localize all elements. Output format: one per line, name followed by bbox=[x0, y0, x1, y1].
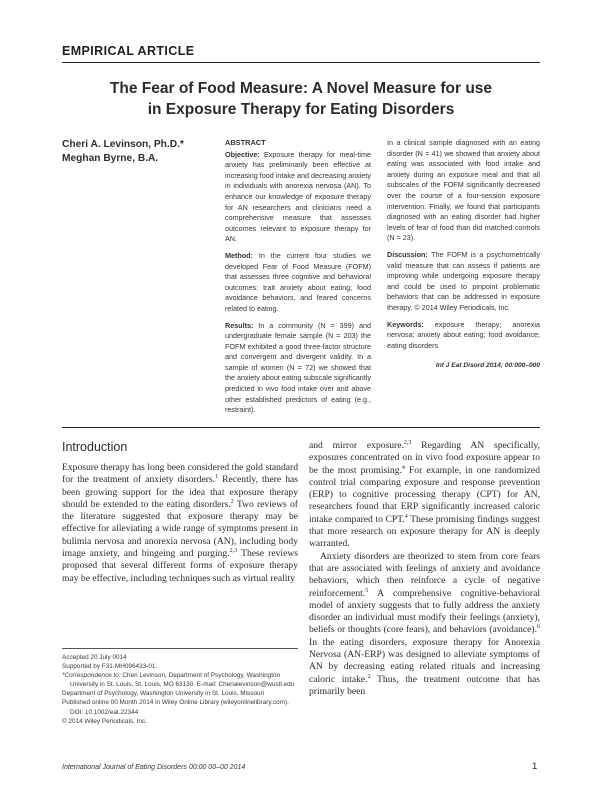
objective-text: Exposure therapy for meal-time anxiety has preliminarily been effective at increasing food intake and decreasing anxiety in individuals with anorexia nervosa (AN). To enhance our knowledge of exposure therapy for AN researchers and clinicians need a comprehensive measure that assesses outcomes relevant to exposure therapy for AN. bbox=[225, 149, 371, 244]
method-text: In the current four studies we developed Fear of Food Measure (FOFM) that assesses three cognitive and behavioral outcomes: trait anxiety about eating, food avoidance behaviors, and feared concerns related to eating. bbox=[225, 250, 371, 313]
abstract-heading: ABSTRACT bbox=[225, 138, 266, 147]
intro-p1-part-b: and mirror exposure.$^{2,3}$ Regarding AN specifically, exposures concentrated on in vivo food exposure appear to be the most promising.$^4$ For example, in one randomized control trial comparing exposure and response prevention (ERP) to cognitive processing therapy (CPT) for AN, researchers found that ERP significantly increased caloric intake compared to CPT.$^4$ These promising findings suggest that more research on exposure therapy for AN is deeply warranted. bbox=[309, 439, 541, 550]
abstract-method bbox=[225, 251, 371, 315]
correspondence-label: *Correspondence to: bbox=[62, 672, 121, 680]
intro-paragraph-1 bbox=[62, 462, 298, 585]
page-number: 1 bbox=[532, 761, 538, 772]
objective-label: Objective: bbox=[225, 149, 260, 159]
title-line-1: The Fear of Food Measure: A Novel Measure for use bbox=[109, 80, 493, 97]
abstract-discussion bbox=[387, 250, 540, 314]
citation-marker: 2 bbox=[367, 673, 371, 680]
title-line-2: in Exposure Therapy for Eating Disorders bbox=[147, 101, 455, 118]
citation-marker: 2,3 bbox=[229, 547, 238, 554]
intro-p2: Anxiety disorders are theorized to stem from core fears that are associated with feelings of anxiety and avoidance behaviors, which then reinforce a cycle of negative reinforcement.$^5$ A comprehensive cognitive-behavioral model of anxiety suggests that to fully address the anxiety disorder an individual must modify their feelings (anxiety), beliefs or thoughts (core fears), and behaviors (avoidance).$^6$ In the eating disorders, exposure therapy for Anorexia Nervosa (AN-ERP) was designed to alleviate symptoms of AN by decreasing eating related rituals and increasing caloric intake.$^2$ Thus, the treatment outcome that has primarily been bbox=[309, 550, 540, 697]
footnote-affiliation: Department of Psychology, Washington University in St. Louis, Missouri bbox=[62, 690, 265, 698]
abstract-keywords bbox=[387, 320, 540, 352]
discussion-label: Discussion: bbox=[387, 249, 428, 259]
abstract-objective bbox=[225, 150, 371, 245]
results-label: Results: bbox=[225, 320, 254, 330]
intro-paragraph-2 bbox=[309, 551, 540, 699]
footnote-divider bbox=[62, 648, 298, 649]
section-tag: EMPIRICAL ARTICLE bbox=[62, 44, 195, 58]
footnote-published: Published online 00 Month 2014 in Wiley Online Library (wileyonlinelibrary.com). DOI: 10.1002/eat.22344 bbox=[62, 699, 289, 716]
section-heading-introduction: Introduction bbox=[62, 440, 128, 454]
abstract-column-left bbox=[225, 138, 371, 422]
running-footer: International Journal of Eating Disorders 00:00 00–00 2014 bbox=[62, 764, 246, 771]
author-list bbox=[62, 138, 232, 166]
author-name: Cheri A. Levinson, Ph.D.* bbox=[62, 139, 184, 150]
results-text: In a community (N = 399) and undergraduate female sample (N = 203) the FOFM exhibited a good three-factor structure and convergent and divergent validity. In a sample of women (N = 72) we showed that the anxiety about eating subscale significantly predicted in vivo food intake over and above other established predictors of eating (e.g., restraint). bbox=[225, 320, 371, 415]
body-column-left bbox=[62, 462, 298, 585]
article-title bbox=[62, 78, 540, 120]
footnote-supported: Supported by F31-MH096433-01. bbox=[62, 663, 158, 671]
abstract-results bbox=[225, 321, 371, 416]
intro-p1-part-a: Exposure therapy has long been considered the gold standard for the treatment of anxiety disorders.$^1$ Recently, there has been growing support for the idea that exposure therapy should be extended to the eating disorders.$^2$ Two reviews of the literature suggested that exposure therapy may be effective for alleviating a wide range of symptoms present in bulimia nervosa and anorexia nervosa (AN), including body image anxiety, and bingeing and purging.$^{2,3}$ These reviews proposed that several different forms of exposure therapy may be effective, including techniques such as virtual reality bbox=[62, 462, 299, 584]
method-label: Method: bbox=[225, 250, 253, 260]
abstract-column-right bbox=[387, 138, 540, 378]
author-name: Meghan Byrne, B.A. bbox=[62, 153, 159, 164]
keywords-text: exposure therapy; anorexia nervosa; anxiety about eating; food avoidance; eating disorders bbox=[387, 319, 540, 350]
footnote-correspondence bbox=[62, 671, 298, 689]
journal-citation: Int J Eat Disord 2014; 00:000–000 bbox=[435, 362, 540, 370]
citation-marker: 4 bbox=[404, 513, 408, 520]
correspondence-text: Cheri Levinson, Department of Psychology, Washington University in St. Louis, St. Louis, MO 63130. E-mail: Cherialevinson@wustl.edu bbox=[70, 672, 295, 689]
intro-paragraph-1-continued bbox=[309, 440, 540, 551]
discussion-text: The FOFM is a psychometrically valid measure that can assess if patients are improving while undergoing exposure therapy and could be used to pinpoint problematic behaviors that can be addressed in exposure therapy. © 2014 Wiley Periodicals, Inc. bbox=[387, 249, 540, 312]
abstract-results-continued: In a clinical sample diagnosed with an eating disorder (N = 41) we showed that anxiety about eating was associated with food intake and anxiety during an exposure meal and that all subscales of the FOFM significantly decreased over the course of a four-session exposure intervention. Finally, we found that participants diagnosed with an eating disorder had higher levels of fear of food than did matched controls (N = 23). bbox=[387, 138, 540, 243]
keywords-label: Keywords: bbox=[387, 319, 424, 329]
footnote-accepted: Accepted 20 July 0014 bbox=[62, 654, 127, 661]
section-divider bbox=[62, 62, 540, 63]
body-column-right bbox=[309, 440, 540, 698]
citation-marker: 6 bbox=[537, 624, 540, 631]
citation-marker: 2 bbox=[230, 498, 234, 505]
citation-marker: 4 bbox=[401, 464, 405, 471]
citation-marker: 2,3 bbox=[403, 439, 412, 446]
citation-marker: 1 bbox=[215, 474, 219, 481]
abstract-divider bbox=[62, 427, 540, 428]
footnotes bbox=[62, 653, 298, 726]
footnote-copyright: © 2014 Wiley Periodicals, Inc. bbox=[62, 717, 147, 725]
citation-marker: 5 bbox=[365, 587, 369, 594]
